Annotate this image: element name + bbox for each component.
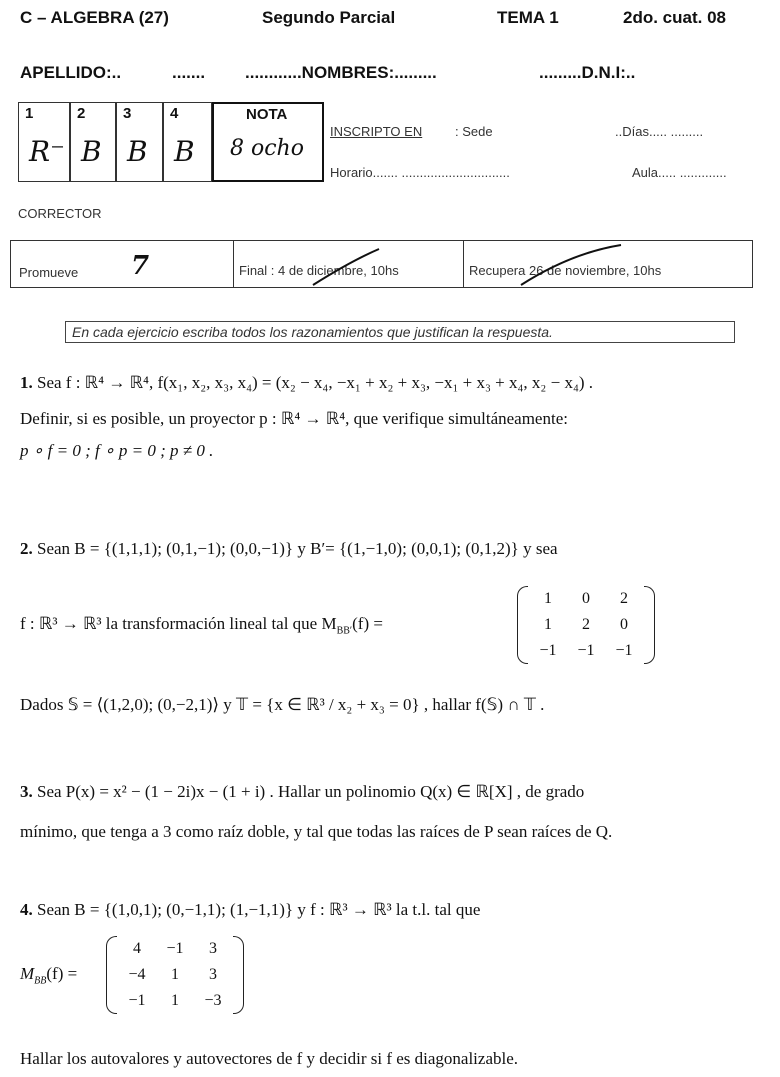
matrix-label: (f) =: [46, 964, 78, 983]
strikethrough-marks: [11, 241, 754, 289]
grade-mark: B: [81, 135, 102, 168]
problem-3-line-2: mínimo, que tenga a 3 como raíz doble, y tal que todas las raíces de P sean raíces de Q.: [20, 822, 613, 841]
grade-cell-3: [116, 102, 163, 182]
grade-label: 4: [170, 105, 179, 122]
grade-table: [18, 102, 324, 182]
problem-text: Sean B = {(1,1,1); (0,1,−1); (0,0,−1)} y B′= {(1,−1,0); (0,0,1); (0,1,2)} y sea: [37, 539, 558, 558]
matrix-entry: 1: [171, 966, 179, 983]
matrix-subscript: BB: [34, 975, 47, 987]
matrix-entry: 0: [582, 590, 590, 607]
problem-number: 3.: [20, 782, 33, 801]
problem-1-line-2: Definir, si es posible, un proyector p : ℝ⁴ → ℝ⁴, que verifique simultáneamente:: [20, 409, 568, 428]
aula-field: Aula..... .............: [632, 165, 727, 180]
grade-mark: R⁻: [29, 135, 65, 168]
nombres-field: ............NOMBRES:.........: [245, 63, 437, 82]
matrix-entry: 4: [133, 940, 141, 957]
apellido-field: APELLIDO:..: [20, 63, 122, 82]
matrix-entry: 1: [171, 992, 179, 1009]
nota-value: 8 ocho: [230, 136, 304, 161]
grade-cell-1: [18, 102, 70, 182]
problem-4-line-3: Hallar los autovalores y autovectores de f y decidir si f es diagonalizable.: [20, 1049, 519, 1068]
matrix-entry: 2: [582, 616, 590, 633]
problem-4-line-1: [20, 900, 480, 920]
problem-1-line-3: p ∘ f = 0 ; f ∘ p = 0 ; p ≠ 0 .: [20, 441, 214, 460]
matrix-subscript: BB′: [336, 625, 353, 637]
dni-field: .........D.N.I:..: [539, 63, 636, 82]
inscripto-label: INSCRIPTO EN: [330, 124, 423, 139]
course-title: C – ALGEBRA (27): [20, 8, 169, 27]
grade-mark: B: [174, 135, 195, 168]
matrix-entry: −1: [577, 642, 595, 659]
exam-title: Segundo Parcial: [262, 8, 396, 27]
matrix-entry: −1: [615, 642, 633, 659]
matrix-entry: −4: [128, 966, 146, 983]
matrix-entry: −1: [539, 642, 557, 659]
problem-1-line-1: [20, 373, 593, 393]
grade-label: 2: [77, 105, 86, 122]
term: 2do. cuat. 08: [623, 8, 726, 27]
matrix-label: (f) =: [352, 614, 383, 633]
matrix-entry: −1: [166, 940, 184, 957]
matrix-entry: 3: [209, 966, 217, 983]
matrix-entry: 1: [544, 590, 552, 607]
grade-label: 3: [123, 105, 132, 122]
matrix-entry: −3: [204, 992, 222, 1009]
grade-cell-2: [70, 102, 116, 182]
matrix-entry: 0: [620, 616, 628, 633]
grade-mark: B: [127, 135, 148, 168]
problem-number: 1.: [20, 373, 33, 392]
status-box: [10, 240, 753, 288]
corrector-label: CORRECTOR: [18, 206, 102, 221]
matrix-entry: 2: [620, 590, 628, 607]
problem-text: Sea P(x) = x² − (1 − 2i)x − (1 + i) . Hallar un polinomio Q(x) ∈ ℝ[X] , de grado: [37, 782, 585, 801]
problem-text: f : ℝ³ → ℝ³ la transformación lineal tal que M: [20, 614, 337, 633]
problem-text: Sea f : ℝ⁴ → ℝ⁴, f(x₁, x₂, x₃, x₄) = (x₂ − x₄, −x₁ + x₂ + x₃, −x₁ + x₃ + x₄, x₂ − x₄) .: [37, 373, 594, 392]
problem-3-line-1: [20, 782, 584, 802]
problem-4-line-2: [20, 964, 77, 986]
problem-number: 4.: [20, 900, 33, 919]
problem-2-line-2: [20, 614, 383, 636]
sede-field: : Sede: [455, 124, 493, 139]
problem-text: M: [20, 964, 35, 983]
problem-number: 2.: [20, 539, 33, 558]
matrix-entry: 1: [544, 616, 552, 633]
recupera-date: Recupera 26 de noviembre, 10hs: [469, 263, 662, 278]
problem-2-line-1: [20, 539, 558, 559]
matrix-2: [517, 586, 655, 664]
matrix-entry: −1: [128, 992, 146, 1009]
promueve-label: Promueve: [19, 265, 79, 280]
nota-cell: [212, 102, 324, 182]
grade-cell-4: [163, 102, 212, 182]
promueve-mark: 7: [131, 251, 150, 281]
dias-field: ..Días..... .........: [615, 124, 704, 139]
apellido-dots: .......: [172, 63, 206, 82]
horario-field: Horario....... ..............................: [330, 165, 510, 180]
nota-label: NOTA: [246, 106, 288, 123]
matrix-entry: 3: [209, 940, 217, 957]
problem-text: Sean B = {(1,0,1); (0,−1,1); (1,−1,1)} y f : ℝ³ → ℝ³ la t.l. tal que: [37, 900, 481, 919]
matrix-4: [106, 936, 244, 1014]
problem-2-line-3: Dados 𝕊 = ⟨(1,2,0); (0,−2,1)⟩ y 𝕋 = {x ∈ ℝ³ / x₂ + x₃ = 0} , hallar f(𝕊) ∩ 𝕋 .: [20, 695, 545, 714]
tema: TEMA 1: [497, 8, 559, 27]
final-date: Final : 4 de diciembre, 10hs: [239, 263, 399, 278]
grade-label: 1: [25, 105, 34, 122]
instruction-box: En cada ejercicio escriba todos los razonamientos que justifican la respuesta.: [65, 321, 735, 343]
